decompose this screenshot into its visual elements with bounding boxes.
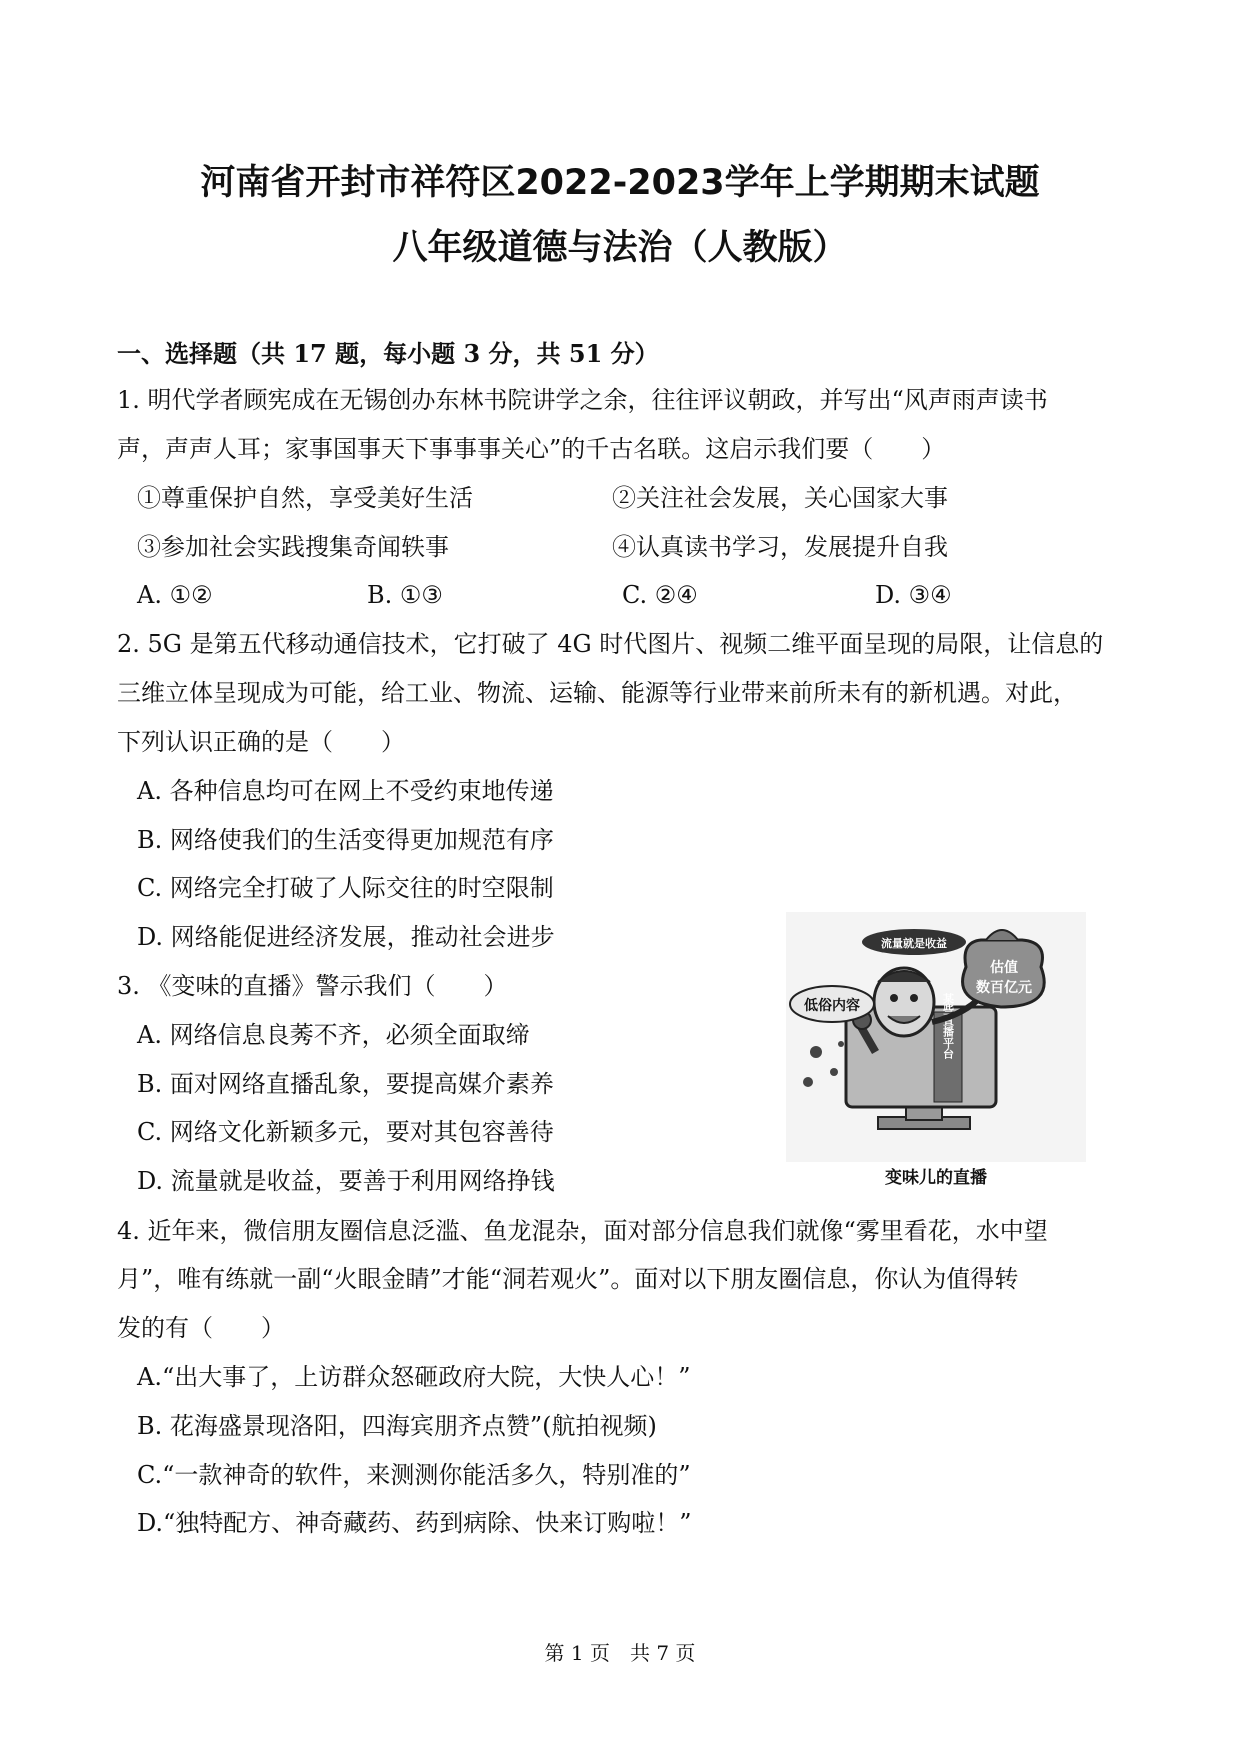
q3-option-b: B. 面对网络直播乱象，要提高媒介素养 [137, 1070, 554, 1098]
bubble-text: 流量就是收益 [881, 937, 947, 950]
cartoon-illustration [786, 912, 1086, 1182]
q2-option-b: B. 网络使我们的生活变得更加规范有序 [137, 826, 554, 854]
q1-stem-line1: 1. 明代学者顾宪成在无锡创办东林书院讲学之余，往往评议朝政，并写出“风声雨声读书 [117, 386, 1048, 414]
q1-option-a: A. ①② [137, 581, 213, 609]
q4-stem-line2: 月”，唯有练就一副“火眼金睛”才能“洞若观火”。面对以下朋友圈信息，你认为值得转 [117, 1265, 1019, 1293]
low-content-text: 低俗内容 [804, 998, 860, 1014]
q4-option-a: A.“出大事了，上访群众怒砸政府大院，大快人心！” [137, 1363, 691, 1391]
q4-option-b: B. 花海盛景现洛阳，四海宾朋齐点赞”(航拍视频) [137, 1412, 657, 1440]
q1-stem-line2: 声，声声人耳；家事国事天下事事事关心”的千古名联。这启示我们要（ ） [117, 435, 946, 463]
q2-option-c: C. 网络完全打破了人际交往的时空限制 [137, 874, 554, 902]
bag-text-1: 估值 [990, 960, 1018, 976]
q4-stem-line3: 发的有（ ） [117, 1314, 285, 1342]
page-footer: 第 1 页 共 7 页 [544, 1641, 696, 1665]
q2-option-d: D. 网络能促进经济发展，推动社会进步 [137, 923, 555, 951]
cartoon-svg [786, 912, 1086, 1162]
q3-option-a: A. 网络信息良莠不齐，必须全面取缔 [137, 1021, 530, 1049]
q1-item-2: ②关注社会发展，关心国家大事 [612, 484, 948, 512]
q2-stem-line1: 2. 5G 是第五代移动通信技术，它打破了 4G 时代图片、视频二维平面呈现的局限，让信息的 [117, 630, 1104, 658]
q2-stem-line3: 下列认识正确的是（ ） [117, 728, 405, 756]
q1-option-c: C. ②④ [622, 581, 698, 609]
q4-stem-line1: 4. 近年来，微信朋友圈信息泛滥、鱼龙混杂，面对部分信息我们就像“雾里看花，水中望 [117, 1217, 1048, 1245]
section-heading: 一、选择题（共 17 题，每小题 3 分，共 51 分） [117, 339, 659, 368]
screen-text: 某些直播平台 [941, 993, 955, 1059]
q1-option-d: D. ③④ [875, 581, 952, 609]
q3-option-d: D. 流量就是收益，要善于利用网络挣钱 [137, 1167, 555, 1195]
cartoon-caption: 变味儿的直播 [885, 1168, 987, 1188]
q1-item-4: ④认真读书学习，发展提升自我 [612, 533, 948, 561]
q1-item-1: ①尊重保护自然，享受美好生活 [137, 484, 473, 512]
q2-option-a: A. 各种信息均可在网上不受约束地传递 [137, 777, 554, 805]
q1-item-3: ③参加社会实践搜集奇闻轶事 [137, 533, 449, 561]
q4-option-c: C.“一款神奇的软件，来测测你能活多久，特别准的” [137, 1461, 691, 1489]
q4-option-d: D.“独特配方、神奇藏药、药到病除、快来订购啦！” [137, 1509, 692, 1537]
exam-title: 河南省开封市祥符区2022-2023学年上学期期末试题 [200, 163, 1040, 203]
q1-option-b: B. ①③ [367, 581, 443, 609]
bag-text-2: 数百亿元 [976, 980, 1032, 996]
exam-subtitle: 八年级道德与法治（人教版） [392, 228, 848, 268]
q2-stem-line2: 三维立体呈现成为可能，给工业、物流、运输、能源等行业带来前所未有的新机遇。对此， [117, 679, 1077, 707]
q3-option-c: C. 网络文化新颖多元，要对其包容善待 [137, 1118, 554, 1146]
q3-stem: 3. 《变味的直播》警示我们（ ） [117, 972, 508, 1000]
